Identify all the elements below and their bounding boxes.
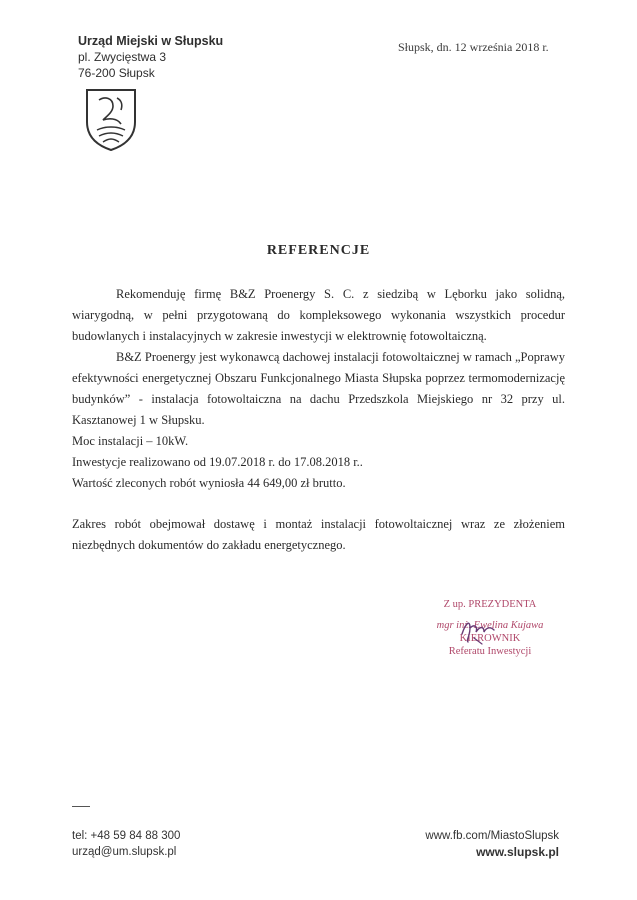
sender-name: Urząd Miejski w Słupsku xyxy=(78,34,224,48)
handwritten-signature xyxy=(458,612,498,646)
document-title: REFERENCJE xyxy=(266,243,371,258)
footer-facebook-link[interactable]: www.fb.com/MiastoSlupsk xyxy=(425,830,559,842)
line-value: Wartość zleconych robót wyniosła 44 649,00 zł brutto. xyxy=(72,476,346,490)
footer-contact xyxy=(72,828,180,860)
paragraph-3: Zakres robót obejmował dostawę i montaż instalacji fotowoltaicznej wraz ze złożeniem niezbędnych dokumentów do zakładu energetycznego. xyxy=(72,517,565,552)
letter-body xyxy=(72,284,565,556)
stamp-line-4: Referatu Inwestycji xyxy=(448,646,532,657)
footer-phone: tel: +48 59 84 88 300 xyxy=(72,830,181,842)
paragraph-gap xyxy=(72,494,565,514)
stamp-line-3: KIEROWNIK xyxy=(459,633,521,644)
paragraph-2: B&Z Proenergy jest wykonawcą dachowej instalacji fotowoltaicznej w ramach „Poprawy efektywności energetycznej Obszaru Funkcjonalnego Miasta Słupska poprzez termomodernizację budynków” - instalacja fotowoltaiczna na dachu Przedszkola Miejskiego nr 32 przy ul. Kasztanowej 1 w Słupsku. xyxy=(72,350,565,427)
paragraph-1: Rekomenduję firmę B&Z Proenergy S. C. z siedzibą w Lęborku jako solidną, wiarygodną, w pełni przygotowaną do kompleksowego wykonania wszystkich procedur budowlanych i instalacyjnych w zakresie inwestycji w elektrownię fotowoltaiczną. xyxy=(72,287,565,343)
stamp-line-1: Z up. PREZYDENTA xyxy=(443,599,537,610)
sender-street: pl. Zwycięstwa 3 xyxy=(78,50,167,64)
line-power: Moc instalacji – 10kW. xyxy=(72,434,189,448)
footer-rule xyxy=(72,806,90,807)
line-dates: Inwestycje realizowano od 19.07.2018 r. do 17.08.2018 r.. xyxy=(72,455,363,469)
date-line: Słupsk, dn. 12 września 2018 r. xyxy=(398,40,549,54)
sender-city: 76-200 Słupsk xyxy=(78,66,155,80)
footer-email[interactable]: urząd@um.slupsk.pl xyxy=(72,846,177,858)
sender-address xyxy=(78,33,223,81)
footer-links xyxy=(425,828,559,860)
stamp-line-2: mgr inż. Ewelina Kujawa xyxy=(436,620,544,631)
city-crest-icon xyxy=(83,86,139,152)
footer-website-link[interactable]: www.slupsk.pl xyxy=(476,845,559,859)
